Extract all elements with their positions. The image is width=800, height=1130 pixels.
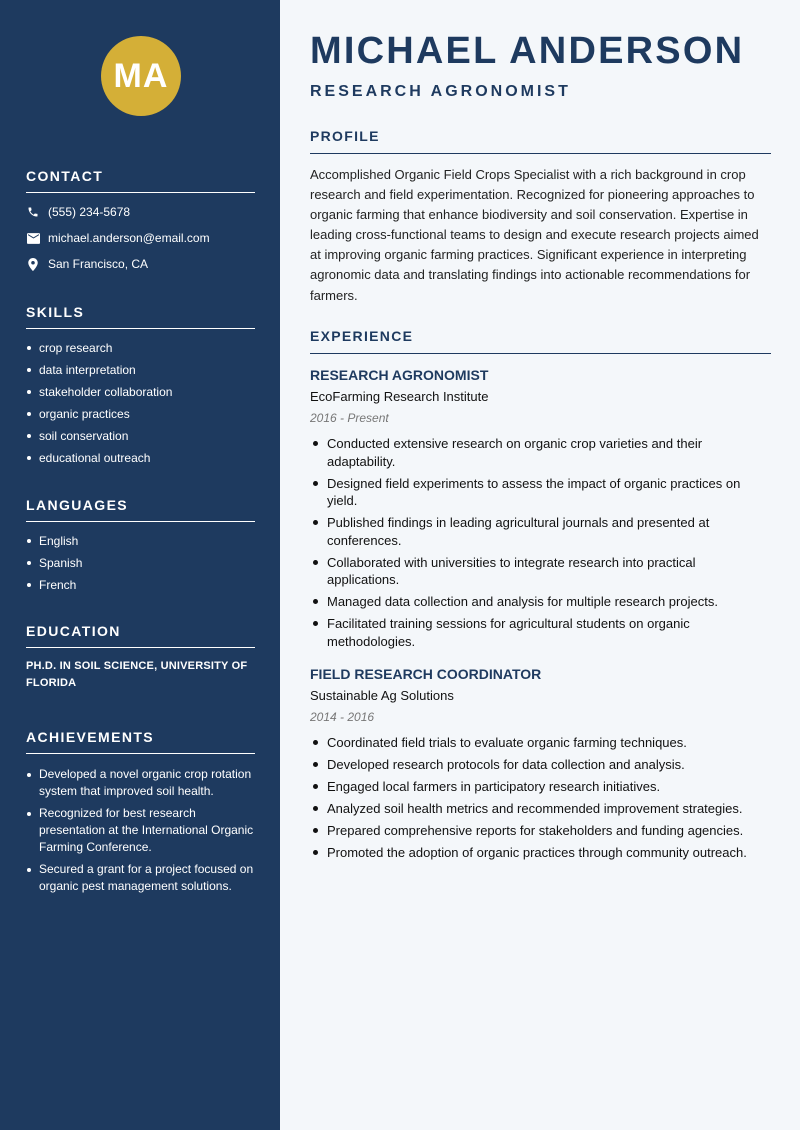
contact-section [26,168,255,271]
list-item: English [26,534,255,548]
list-item: soil conservation [26,429,255,443]
job-company: EcoFarming Research Institute [310,389,489,404]
job-title: FIELD RESEARCH COORDINATOR [310,666,542,682]
location-pin-icon [26,257,40,271]
list-item: Collaborated with universities to integrate research into practical applications. [310,554,771,589]
languages-list [26,534,255,592]
profile-text: Accomplished Organic Field Crops Specialist with a rich background in crop research and field experimentation. Recognized for pioneering approaches to organic farming that enhance biodiversity and soil conservation. Expertise in leading cross-functional teams to design and execute research projects aimed at improving organic farming practices. Significant experience in interpreting agronomic data and translating findings into actionable recommendations for farmers. [310,167,759,303]
list-item: crop research [26,341,255,355]
job-title: RESEARCH AGRONOMIST [310,367,489,383]
list-item: data interpretation [26,363,255,377]
location-text: San Francisco, CA [48,257,149,271]
email-text: michael.anderson@email.com [48,231,210,245]
profile-section [310,128,771,306]
skills-heading: SKILLS [26,304,255,329]
list-item: Published findings in leading agricultural journals and presented at conferences. [310,514,771,549]
list-item: educational outreach [26,451,255,465]
job-entry [310,666,771,862]
experience-heading: EXPERIENCE [310,328,771,354]
languages-section [26,497,255,600]
sidebar [0,0,280,1130]
education-heading: EDUCATION [26,623,255,648]
list-item: Facilitated training sessions for agricultural students on organic methodologies. [310,615,771,650]
list-item: Coordinated field trials to evaluate organic farming techniques. [310,734,771,752]
achievements-section [26,729,255,900]
experience-section [310,328,771,866]
list-item: Designed field experiments to assess the impact of organic practices on yield. [310,475,771,510]
phone-icon [26,205,40,219]
contact-heading: CONTACT [26,168,255,193]
list-item: Developed research protocols for data collection and analysis. [310,756,771,774]
email-icon [26,231,40,245]
list-item: Engaged local farmers in participatory research initiatives. [310,778,771,796]
phone-text: (555) 234-5678 [48,205,131,219]
education-section [26,623,255,692]
list-item: French [26,578,255,592]
list-item: Analyzed soil health metrics and recommended improvement strategies. [310,800,771,818]
list-item: Recognized for best research presentation at the International Organic Farming Conference. [26,805,255,856]
skills-section [26,304,255,473]
candidate-name: MICHAEL ANDERSON [310,30,745,72]
languages-heading: LANGUAGES [26,497,255,522]
skills-list [26,341,255,465]
list-item: Conducted extensive research on organic crop varieties and their adaptability. [310,435,771,470]
list-item: Prepared comprehensive reports for stakeholders and funding agencies. [310,822,771,840]
job-bullets [310,435,771,650]
education-degree: PH.D. IN SOIL SCIENCE, UNIVERSITY OF FLORIDA [26,660,248,689]
candidate-role: RESEARCH AGRONOMIST [310,83,571,100]
list-item: Developed a novel organic crop rotation system that improved soil health. [26,766,255,800]
achievements-list [26,766,255,895]
achievements-heading: ACHIEVEMENTS [26,729,255,754]
list-item: Spanish [26,556,255,570]
main-content [280,0,800,1130]
list-item: Managed data collection and analysis for multiple research projects. [310,593,771,611]
list-item: Promoted the adoption of organic practices through community outreach. [310,844,771,862]
job-bullets [310,734,771,862]
list-item: Secured a grant for a project focused on organic pest management solutions. [26,861,255,895]
contact-location [26,257,255,271]
job-entry [310,367,771,650]
job-dates: 2016 - Present [310,411,389,425]
list-item: stakeholder collaboration [26,385,255,399]
profile-heading: PROFILE [310,128,771,154]
contact-email [26,231,255,245]
contact-phone [26,205,255,219]
initials-avatar: MA [101,36,181,116]
job-dates: 2014 - 2016 [310,710,375,724]
job-company: Sustainable Ag Solutions [310,688,454,703]
list-item: organic practices [26,407,255,421]
